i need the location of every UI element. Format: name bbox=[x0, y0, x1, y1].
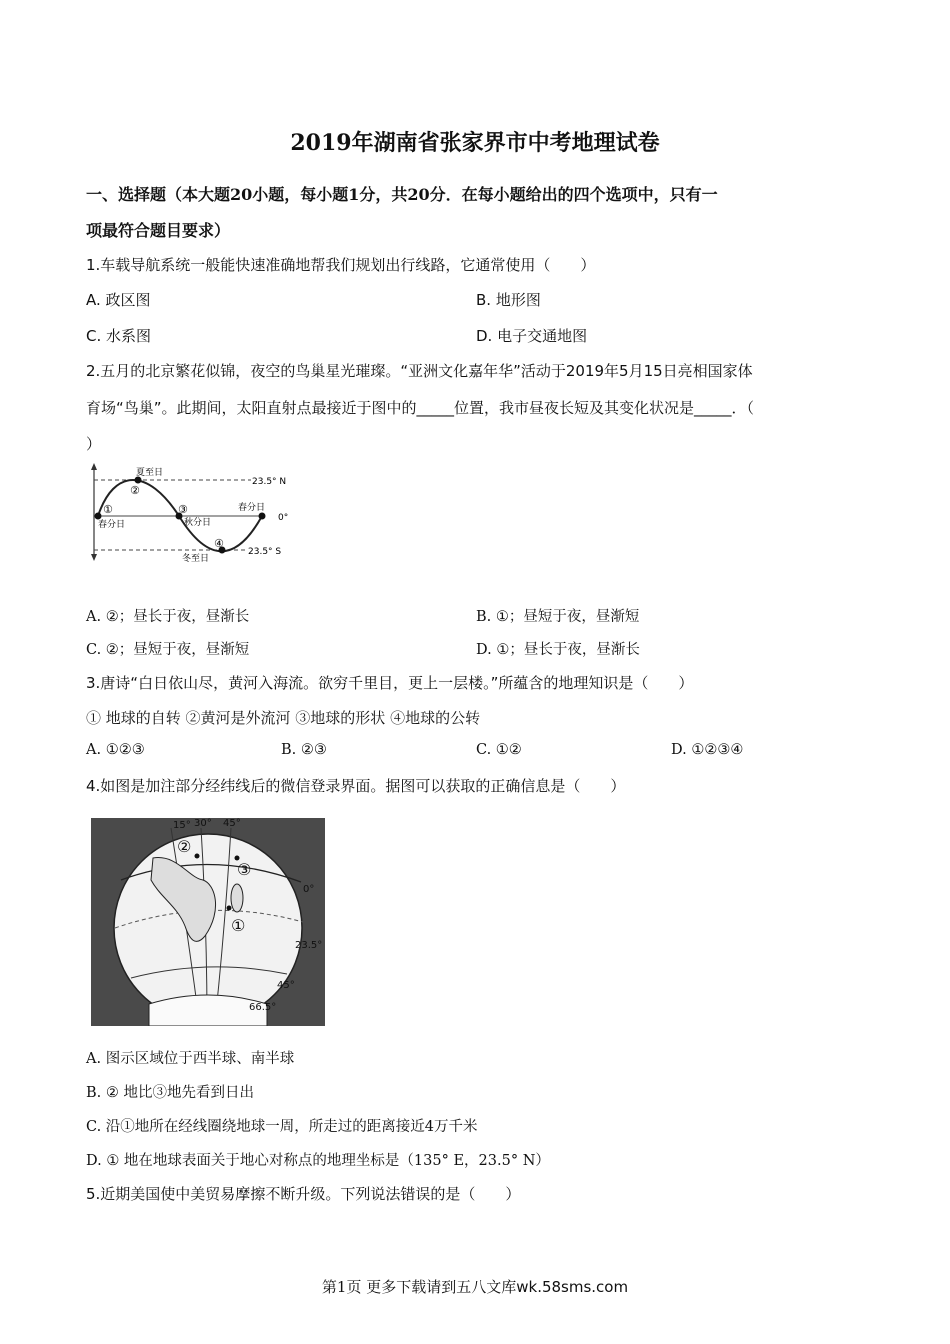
question-2-stem-line1: 2.五月的北京繁花似锦，夜空的鸟巢星光璀璨。“亚洲文化嘉年华”活动于2019年5月15日亮相国家体 bbox=[86, 362, 753, 380]
page-footer bbox=[0, 1276, 950, 1297]
point-5 bbox=[259, 513, 266, 520]
label-spring-equinox: 春分日 bbox=[98, 520, 126, 530]
question-3-option-a: A. ①②③ bbox=[86, 742, 145, 758]
page-title: 2019年湖南省张家界市中考地理试卷 bbox=[290, 130, 660, 156]
question-5-stem: 5.近期美国使中美贸易摩擦不断升级。下列说法错误的是（ ） bbox=[86, 1185, 521, 1203]
label-spring-equinox-2: 春分日 bbox=[238, 503, 266, 513]
solar-declination-diagram bbox=[86, 463, 306, 563]
question-4-option-d: D. ① 地在地球表面关于地心对称点的地理坐标是（135° E，23.5° N） bbox=[86, 1153, 550, 1169]
label-lon45: 45° bbox=[223, 818, 241, 829]
label-0: 0° bbox=[278, 513, 289, 523]
axis-arrow-up bbox=[91, 463, 97, 470]
question-2-option-b: B. ①；昼短于夜，昼渐短 bbox=[476, 609, 640, 625]
footer-text: 第1页 更多下载请到五八文库 bbox=[321, 1278, 517, 1296]
question-3-option-c: C. ①② bbox=[476, 742, 522, 758]
marker-1: ① bbox=[231, 916, 246, 935]
footer-site: wk.58sms.com bbox=[516, 1278, 629, 1296]
marker-4: ④ bbox=[214, 537, 224, 550]
point-1 bbox=[227, 906, 232, 911]
label-23s: 23.5° S bbox=[248, 547, 282, 557]
question-1-option-c: C. 水系图 bbox=[86, 327, 152, 345]
label-23n: 23.5° N bbox=[252, 477, 287, 487]
marker-3: ③ bbox=[178, 503, 188, 516]
label-lat45: 45° bbox=[277, 980, 295, 991]
question-4-option-c: C. 沿①地所在经线圈绕地球一周，所走过的距离接近4万千米 bbox=[86, 1119, 478, 1135]
question-1-stem: 1.车载导航系统一般能快速准确地帮我们规划出行线路，它通常使用（ ） bbox=[86, 256, 596, 274]
label-lat0: 0° bbox=[303, 884, 315, 895]
label-lat66: 66.5° bbox=[249, 1002, 277, 1013]
section-heading-line2: 项最符合题目要求） bbox=[86, 221, 231, 240]
marker-2: ② bbox=[177, 837, 192, 856]
label-lat23: 23.5° bbox=[295, 940, 323, 951]
wechat-globe-figure bbox=[91, 818, 325, 1026]
section-heading-line1: 一、选择题（本大题20小题，每小题1分，共20分．在每小题给出的四个选项中，只有一 bbox=[86, 185, 718, 204]
question-2-option-a: A. ②；昼长于夜，昼渐长 bbox=[86, 609, 250, 625]
question-2-stem-line3: ） bbox=[86, 435, 102, 453]
label-autumn-equinox: 秋分日 bbox=[184, 518, 212, 528]
question-2-stem-line2: 育场“鸟巢”。此期间，太阳直射点最接近于图中的_____位置，我市昼夜长短及其变化状况是_____．（ bbox=[86, 399, 755, 417]
label-lon15: 15° bbox=[173, 820, 191, 831]
question-3-items: ① 地球的自转 ②黄河是外流河 ③地球的形状 ④地球的公转 bbox=[86, 709, 481, 727]
question-1-option-d: D. 电子交通地图 bbox=[476, 327, 588, 345]
marker-1: ① bbox=[103, 503, 113, 516]
question-4-option-b: B. ② 地比③地先看到日出 bbox=[86, 1085, 254, 1101]
marker-2: ② bbox=[130, 484, 140, 497]
question-1-option-a: A. 政区图 bbox=[86, 291, 151, 309]
axis-arrow-down bbox=[91, 554, 97, 561]
marker-3: ③ bbox=[237, 860, 252, 879]
question-4-option-a: A. 图示区域位于西半球、南半球 bbox=[86, 1051, 295, 1067]
label-lon30: 30° bbox=[194, 818, 212, 829]
point-1 bbox=[95, 513, 102, 520]
question-3-stem: 3.唐诗“白日依山尽，黄河入海流。欲穷千里目，更上一层楼。”所蕴含的地理知识是（ ） bbox=[86, 674, 694, 692]
question-3-option-d: D. ①②③④ bbox=[671, 742, 744, 758]
label-winter-solstice: 冬至日 bbox=[182, 554, 210, 563]
question-1-option-b: B. 地形图 bbox=[476, 291, 541, 309]
question-2-option-c: C. ②；昼短于夜，昼渐短 bbox=[86, 642, 250, 658]
point-2 bbox=[195, 854, 200, 859]
question-2-option-d: D. ①；昼长于夜，昼渐长 bbox=[476, 642, 640, 658]
question-3-option-b: B. ②③ bbox=[281, 742, 327, 758]
question-4-stem: 4.如图是加注部分经纬线后的微信登录界面。据图可以获取的正确信息是（ ） bbox=[86, 777, 626, 795]
label-summer-solstice: 夏至日 bbox=[136, 468, 164, 478]
madagascar bbox=[231, 884, 243, 912]
